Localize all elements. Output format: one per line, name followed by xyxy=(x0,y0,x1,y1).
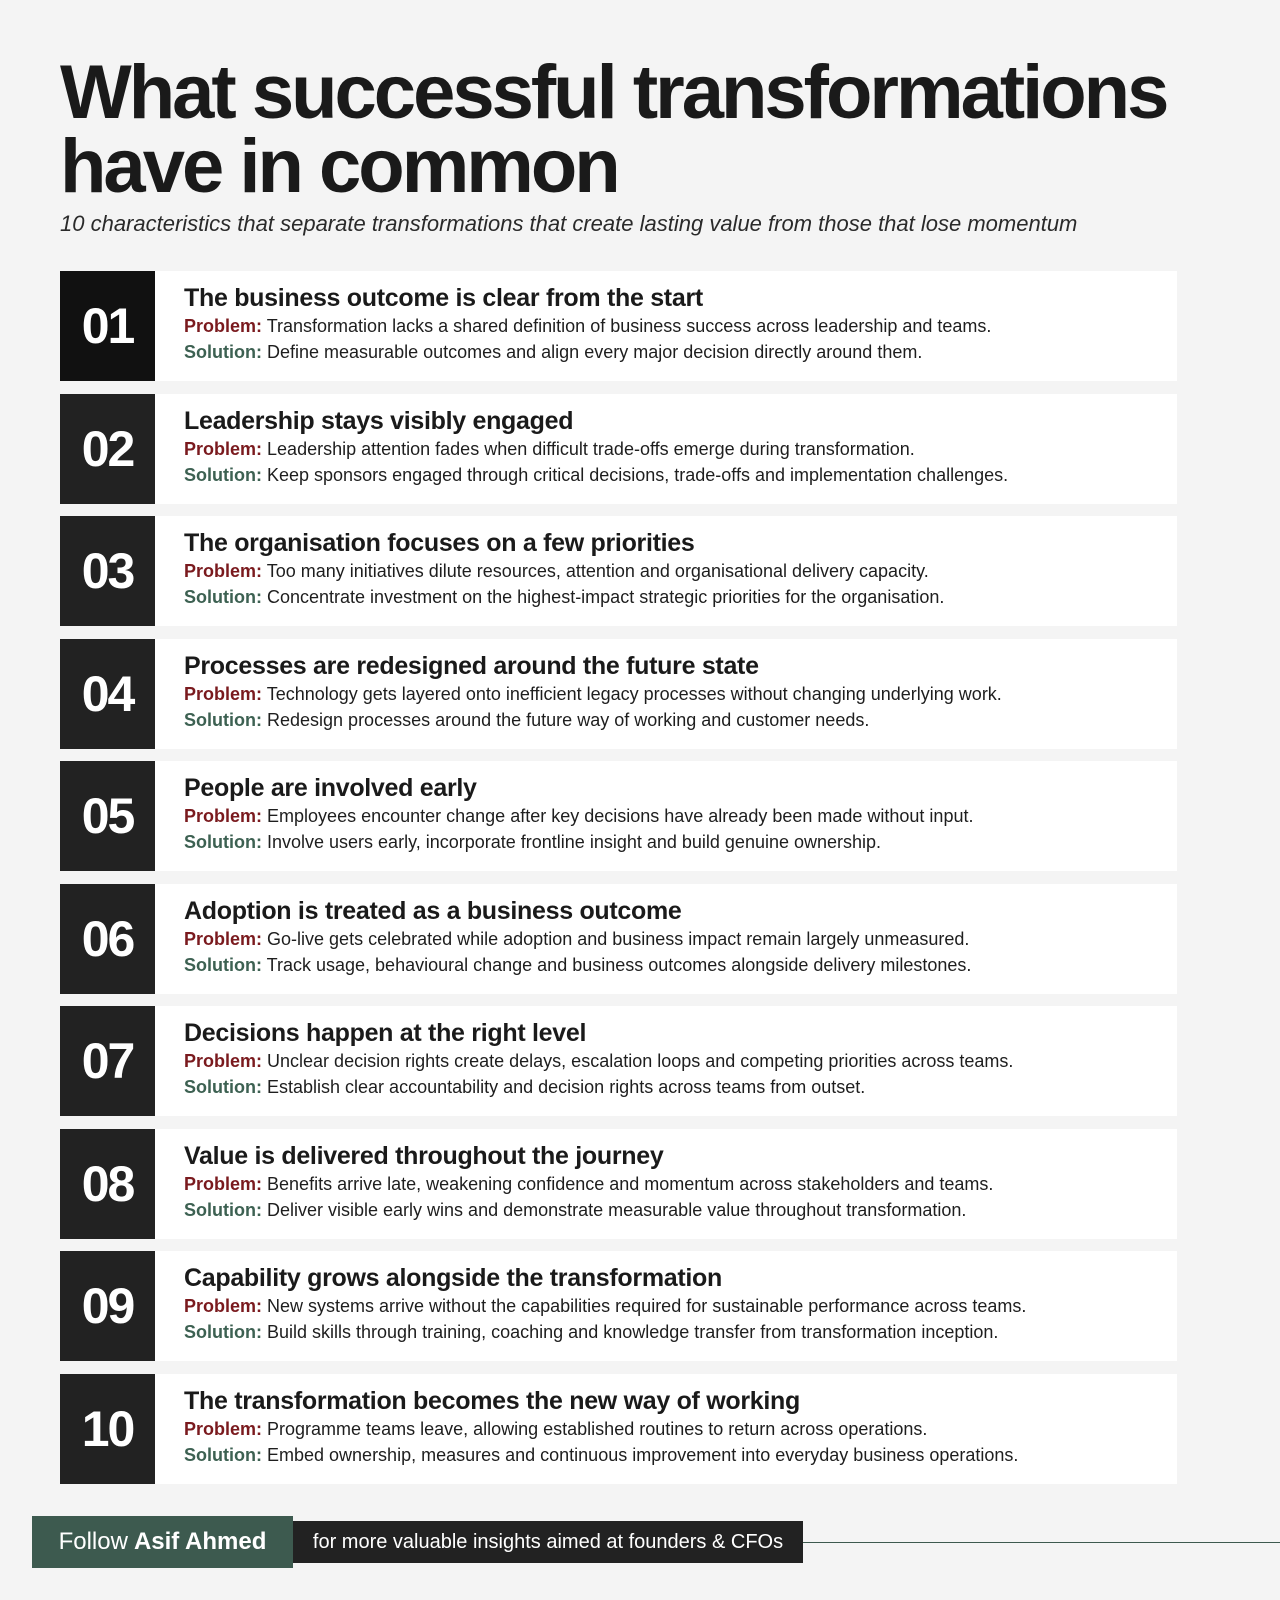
problem-text: Transformation lacks a shared definition of business success across leadership and teams. xyxy=(266,316,992,336)
problem-line xyxy=(184,926,1167,952)
solution-line xyxy=(184,1442,1167,1468)
author-name: Asif Ahmed xyxy=(133,1528,267,1555)
item-number: 03 xyxy=(60,516,155,626)
problem-line xyxy=(184,436,1167,462)
solution-label: Solution: xyxy=(184,1199,262,1220)
problem-label: Problem: xyxy=(184,1418,263,1439)
item-content xyxy=(184,1386,1167,1468)
item-number: 01 xyxy=(60,271,155,381)
solution-line xyxy=(184,1319,1167,1345)
characteristic-row xyxy=(60,1129,1177,1239)
problem-text: Programme teams leave, allowing established routines to return across operations. xyxy=(267,1418,928,1439)
solution-text: Establish clear accountability and decision rights across teams from outset. xyxy=(267,1077,866,1097)
item-content xyxy=(184,528,1167,610)
item-number: 04 xyxy=(60,639,155,749)
item-content xyxy=(184,1141,1167,1223)
problem-line xyxy=(184,1171,1167,1197)
characteristic-row xyxy=(60,1374,1177,1484)
footer-divider xyxy=(780,1542,1280,1543)
characteristics-list xyxy=(60,271,1177,1496)
item-content xyxy=(184,283,1167,365)
problem-label: Problem: xyxy=(184,806,263,826)
solution-label: Solution: xyxy=(184,1444,262,1465)
item-heading: Decisions happen at the right level xyxy=(184,1019,587,1047)
item-content xyxy=(184,1018,1167,1100)
characteristic-row xyxy=(60,1251,1177,1361)
characteristic-row xyxy=(60,394,1177,504)
solution-line xyxy=(184,1197,1167,1223)
follow-prefix: Follow xyxy=(58,1528,128,1555)
solution-text: Deliver visible early wins and demonstrate measurable value throughout transformation. xyxy=(267,1199,967,1220)
item-number: 02 xyxy=(60,394,155,504)
problem-label: Problem: xyxy=(184,683,263,704)
item-content xyxy=(184,896,1167,978)
problem-text: Employees encounter change after key decisions have already been made without input. xyxy=(267,806,974,826)
item-heading: The organisation focuses on a few priorities xyxy=(184,529,695,557)
item-heading: Value is delivered throughout the journey xyxy=(184,1141,664,1170)
item-number: 07 xyxy=(60,1006,155,1116)
solution-text: Build skills through training, coaching and knowledge transfer from transformation inception. xyxy=(267,1322,999,1342)
solution-text: Track usage, behavioural change and business outcomes alongside delivery milestones. xyxy=(266,954,972,975)
item-number: 05 xyxy=(60,761,155,871)
item-heading: Leadership stays visibly engaged xyxy=(184,406,574,435)
solution-text: Embed ownership, measures and continuous improvement into everyday business operations. xyxy=(267,1444,1019,1465)
problem-label: Problem: xyxy=(184,928,263,949)
item-number: 06 xyxy=(60,884,155,994)
solution-label: Solution: xyxy=(184,1077,262,1097)
problem-text: Go-live gets celebrated while adoption and business impact remain largely unmeasured. xyxy=(267,928,970,949)
problem-text: Leadership attention fades when difficult trade-offs emerge during transformation. xyxy=(267,438,915,459)
problem-line xyxy=(184,803,1167,829)
solution-text: Involve users early, incorporate frontline insight and build genuine ownership. xyxy=(267,832,882,852)
problem-line xyxy=(184,681,1167,707)
problem-text: Technology gets layered onto inefficient legacy processes without changing underlying work. xyxy=(266,683,1002,704)
item-number: 08 xyxy=(60,1129,155,1239)
problem-label: Problem: xyxy=(184,438,263,459)
solution-line xyxy=(184,339,1167,365)
solution-line xyxy=(184,462,1167,488)
item-heading: Adoption is treated as a business outcome xyxy=(184,896,682,925)
page-title: What successful transformations have in common xyxy=(60,50,1167,209)
solution-line xyxy=(184,584,1167,610)
problem-line xyxy=(184,1293,1167,1319)
solution-text: Keep sponsors engaged through critical decisions, trade-offs and implementation challenges. xyxy=(267,464,1009,485)
solution-label: Solution: xyxy=(184,954,262,975)
follow-button[interactable] xyxy=(32,1516,293,1568)
solution-line xyxy=(184,952,1167,978)
solution-label: Solution: xyxy=(184,464,262,485)
characteristic-row xyxy=(60,1006,1177,1116)
item-number: 09 xyxy=(60,1251,155,1361)
characteristic-row xyxy=(60,639,1177,749)
problem-label: Problem: xyxy=(184,1296,263,1316)
problem-text: Too many initiatives dilute resources, attention and organisational delivery capacity. xyxy=(266,561,929,581)
solution-label: Solution: xyxy=(184,832,262,852)
problem-text: New systems arrive without the capabilities required for sustainable performance across teams. xyxy=(267,1296,1027,1316)
solution-label: Solution: xyxy=(184,709,262,730)
problem-label: Problem: xyxy=(184,1051,263,1071)
item-content xyxy=(184,773,1167,855)
solution-line xyxy=(184,707,1167,733)
item-number: 10 xyxy=(60,1374,155,1484)
characteristic-row xyxy=(60,516,1177,626)
problem-label: Problem: xyxy=(184,561,263,581)
problem-text: Unclear decision rights create delays, escalation loops and competing priorities across teams. xyxy=(267,1051,1014,1071)
item-content xyxy=(184,406,1167,488)
problem-line xyxy=(184,1048,1167,1074)
problem-label: Problem: xyxy=(184,316,263,336)
solution-label: Solution: xyxy=(184,587,262,607)
item-content xyxy=(184,1263,1167,1345)
problem-label: Problem: xyxy=(184,1173,263,1194)
item-heading: The transformation becomes the new way of working xyxy=(184,1386,800,1415)
item-heading: The business outcome is clear from the start xyxy=(184,284,703,312)
item-heading: People are involved early xyxy=(184,774,477,802)
solution-line xyxy=(184,1074,1167,1100)
item-content xyxy=(184,651,1167,733)
solution-text: Redesign processes around the future way of working and customer needs. xyxy=(267,709,870,730)
solution-label: Solution: xyxy=(184,342,262,362)
characteristic-row xyxy=(60,271,1177,381)
problem-line xyxy=(184,313,1167,339)
solution-text: Define measurable outcomes and align every major decision directly around them. xyxy=(267,342,923,362)
footer-tagline: for more valuable insights aimed at founders & CFOs xyxy=(293,1521,803,1563)
solution-text: Concentrate investment on the highest-impact strategic priorities for the organisation. xyxy=(267,587,945,607)
problem-line xyxy=(184,558,1167,584)
problem-line xyxy=(184,1416,1167,1442)
page-subtitle: 10 characteristics that separate transformations that create lasting value from those that lose momentum xyxy=(60,211,1078,236)
problem-text: Benefits arrive late, weakening confidence and momentum across stakeholders and teams. xyxy=(267,1173,994,1194)
item-heading: Processes are redesigned around the future state xyxy=(184,651,759,680)
solution-line xyxy=(184,829,1167,855)
characteristic-row xyxy=(60,761,1177,871)
characteristic-row xyxy=(60,884,1177,994)
solution-label: Solution: xyxy=(184,1322,262,1342)
item-heading: Capability grows alongside the transformation xyxy=(184,1264,722,1292)
